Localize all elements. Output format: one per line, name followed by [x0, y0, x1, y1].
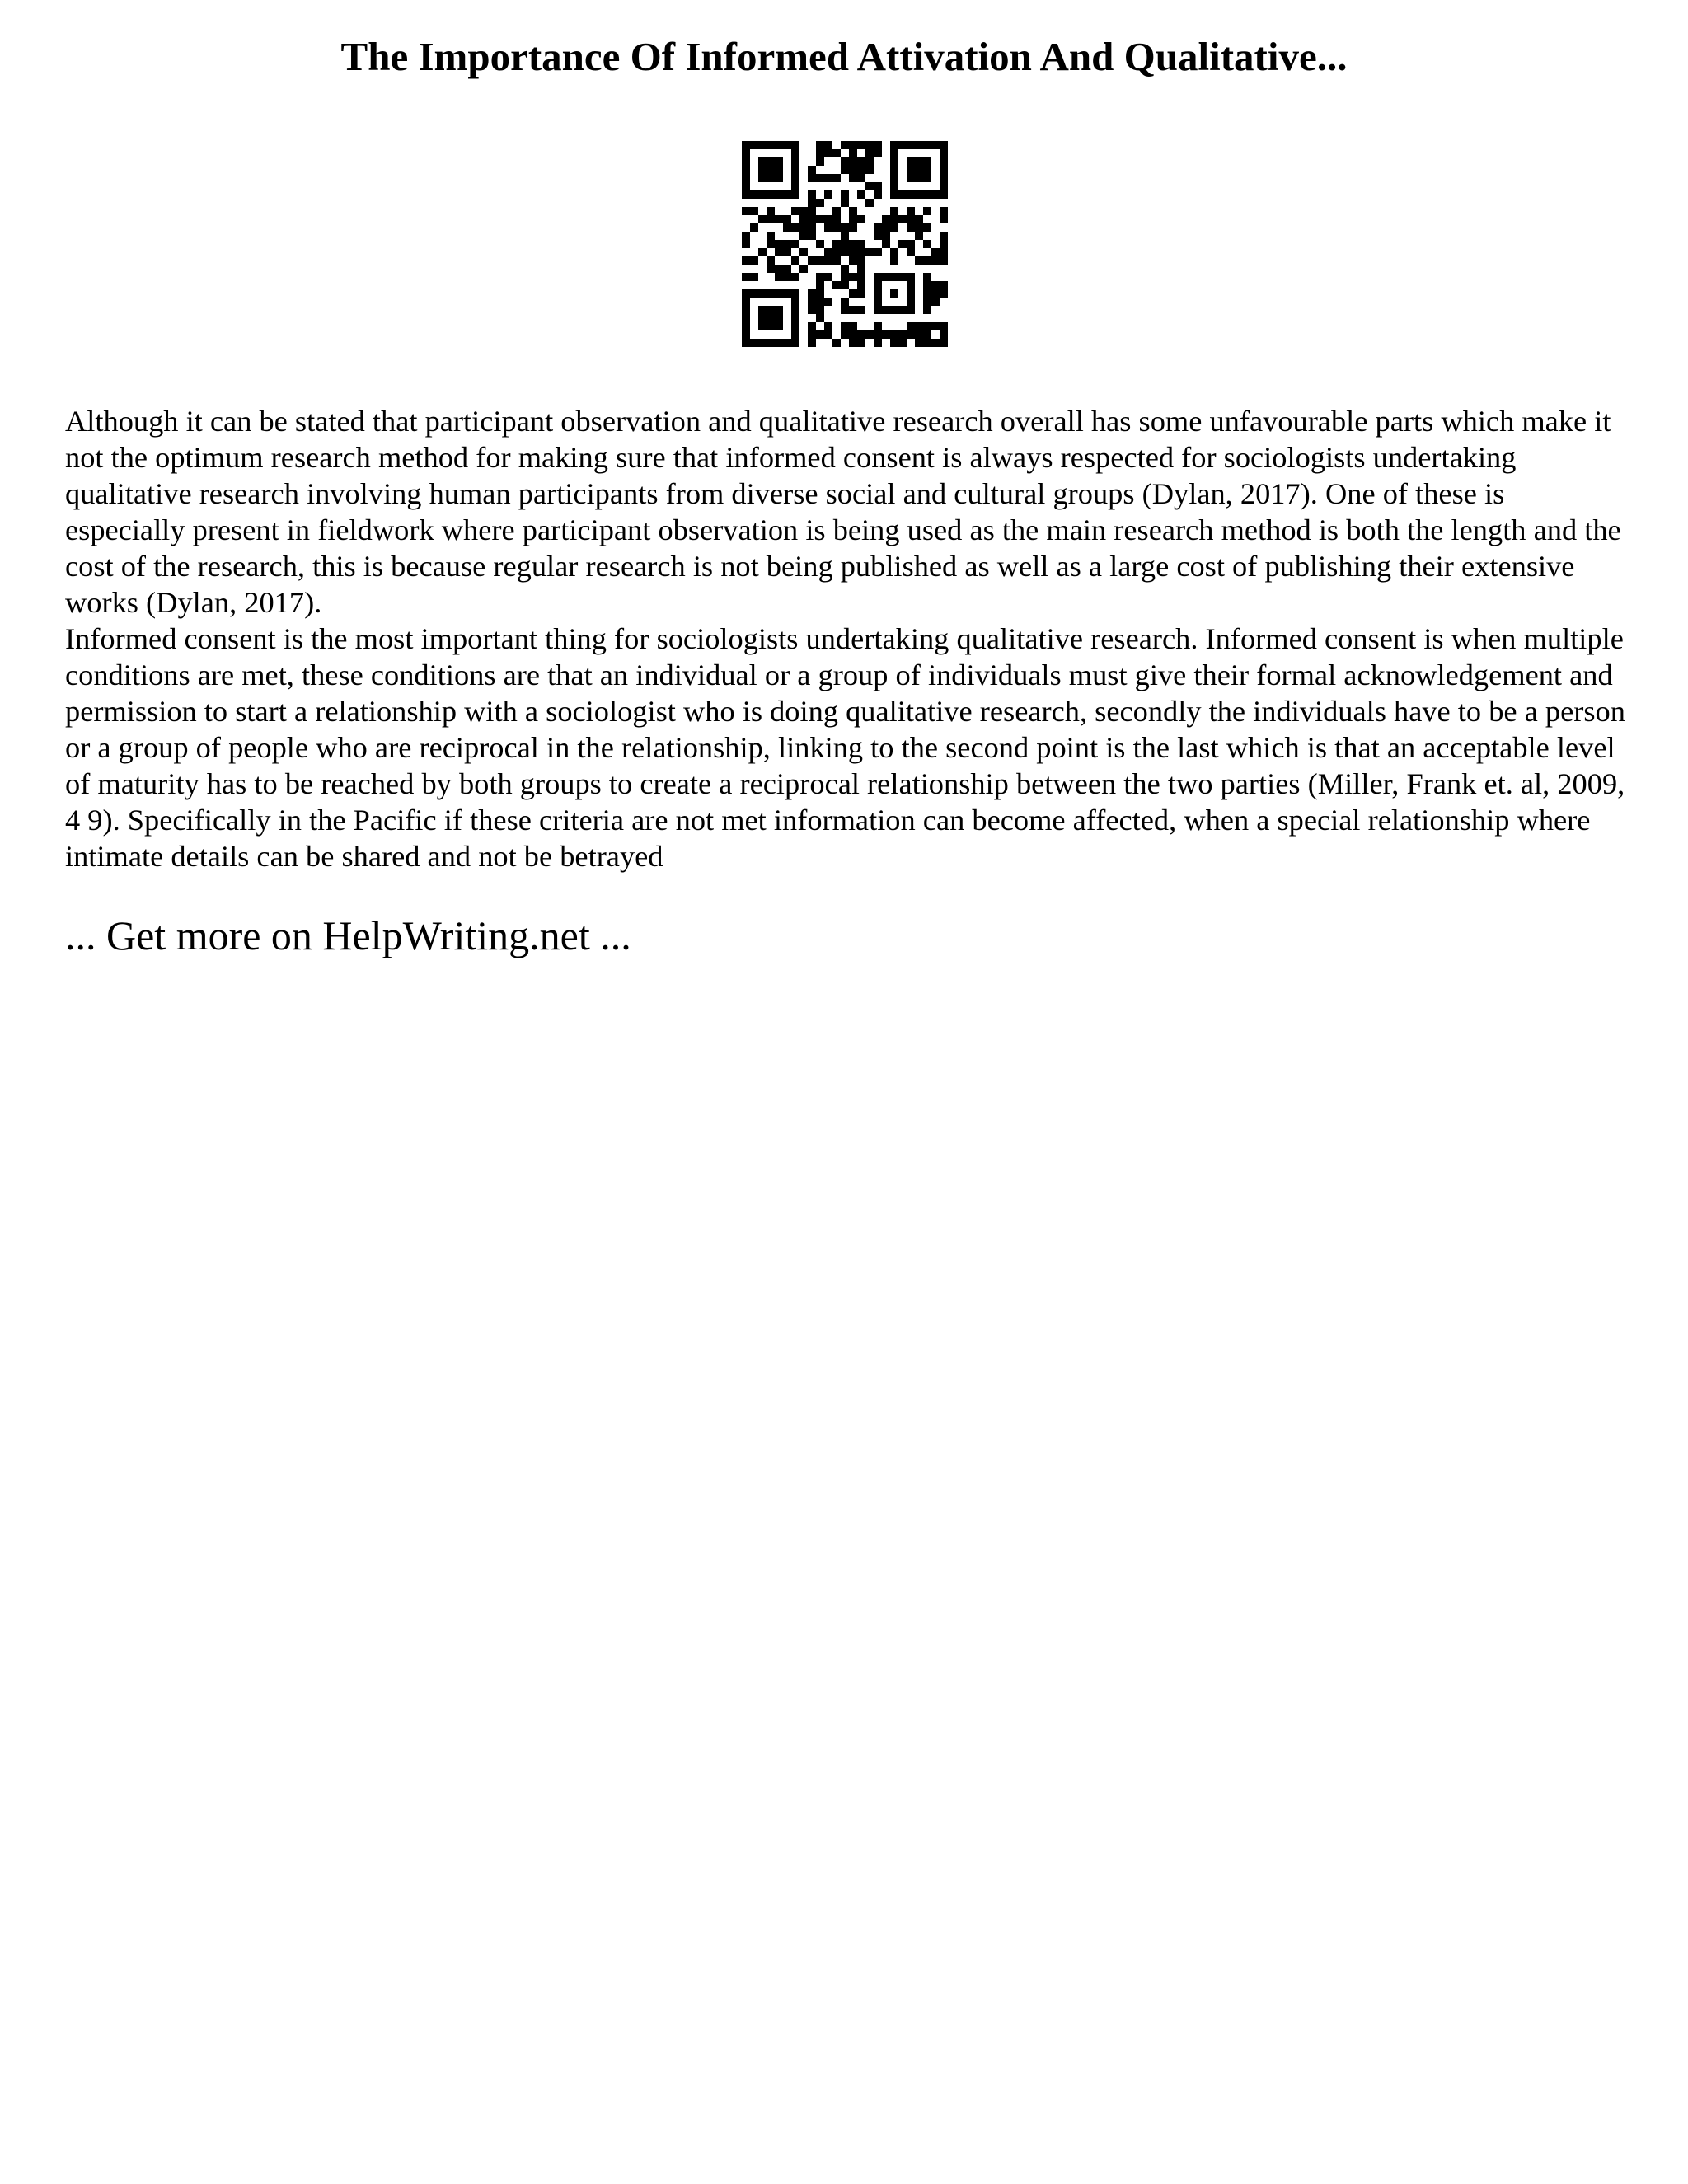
get-more-link[interactable]: ... Get more on HelpWriting.net ... [65, 912, 631, 958]
paragraph: Although it can be stated that participant observation and qualitative research overall has some unfavourable parts which make it not the optimum research method for making sure that informed consent is always respected for sociologists undertaking qualitative research involving human participants from diverse social and cultural groups (Dylan, 2017). One of these is especially present in fieldwork where participant observation is being used as the main research method is both the length and the cost of the research, this is because regular research is not being published as well as a large cost of publishing their extensive works (Dylan, 2017). [65, 405, 1621, 619]
page-title: The Importance Of Informed Attivation And Qualitative... [340, 34, 1348, 79]
qr-code-icon [742, 141, 948, 347]
paragraph: Informed consent is the most important thing for sociologists undertaking qualitative research. Informed consent is when multiple conditions are met, these conditions are that an individual or a group of individuals must give their formal acknowledgement and permission to start a relationship with a sociologist who is doing qualitative research, secondly the individuals have to be a person or a group of people who are reciprocal in the relationship, linking to the second point is the last which is that an acceptable level of maturity has to be reached by both groups to create a reciprocal relationship between the two parties (Miller, Frank et. al, 2009, 4 9). Specifically in the Pacific if these criteria are not met information can become affected, when a special relationship where intimate details can be shared and not be betrayed [65, 622, 1625, 873]
article-body [65, 403, 1631, 874]
